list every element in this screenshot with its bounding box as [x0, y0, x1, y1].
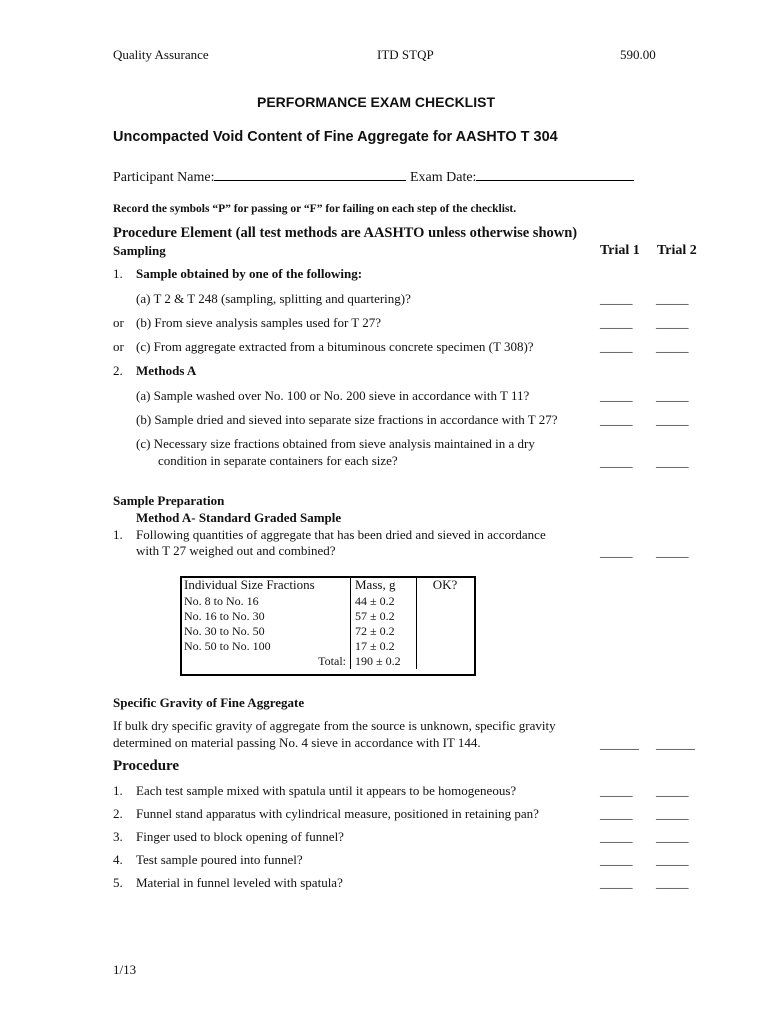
trial2-blank[interactable]: _____	[656, 388, 689, 403]
fraction-cell: No. 30 to No. 50	[180, 624, 351, 639]
trial2-blank[interactable]: _____	[656, 291, 689, 306]
sampling-item1-number: 1.	[113, 266, 123, 281]
sampling-item2-number: 2.	[113, 363, 123, 378]
table-total-row	[180, 654, 473, 669]
header-right: 590.00	[620, 47, 656, 62]
trial2-blank[interactable]: _____	[656, 315, 689, 330]
fraction-cell: No. 16 to No. 30	[180, 609, 351, 624]
specific-gravity-line2: determined on material passing No. 4 sieve in accordance with IT 144.	[113, 735, 481, 750]
table-header-mass: Mass, g	[351, 576, 417, 594]
trial-2-header: Trial 2	[657, 243, 697, 258]
sampling-option-a: (a) T 2 & T 248 (sampling, splitting and quartering)?	[136, 291, 411, 306]
trial1-blank[interactable]: _____	[600, 875, 633, 890]
trial2-blank[interactable]: _____	[656, 806, 689, 821]
instructions: Record the symbols “P” for passing or “F” for failing on each step of the checklist.	[113, 203, 517, 215]
table-row	[180, 594, 473, 609]
trial2-blank[interactable]: _____	[656, 544, 689, 559]
sampling-heading: Sampling	[113, 243, 166, 258]
procedure-item-number: 1.	[113, 783, 123, 798]
trial-1-header: Trial 1	[600, 243, 640, 258]
trial1-blank[interactable]: _____	[600, 852, 633, 867]
trial1-blank[interactable]: _____	[600, 388, 633, 403]
fraction-cell: No. 50 to No. 100	[180, 639, 351, 654]
ok-cell[interactable]	[417, 624, 474, 639]
sample-prep-line1: Following quantities of aggregate that has been dried and sieved in accordance	[136, 527, 546, 542]
mass-cell: 17 ± 0.2	[351, 639, 417, 654]
trial2-blank[interactable]: _____	[656, 829, 689, 844]
trial2-blank[interactable]: _____	[656, 412, 689, 427]
fraction-cell: No. 8 to No. 16	[180, 594, 351, 609]
sampling-item1-text: Sample obtained by one of the following:	[136, 266, 363, 281]
procedure-item-number: 4.	[113, 852, 123, 867]
procedure-element-heading: Procedure Element (all test methods are AASHTO unless otherwise shown)	[113, 225, 578, 241]
trial1-blank[interactable]: _____	[600, 544, 633, 559]
ok-cell[interactable]	[417, 654, 474, 669]
method-option-a: (a) Sample washed over No. 100 or No. 200 sieve in accordance with T 11?	[136, 388, 530, 403]
procedure-heading: Procedure	[113, 758, 180, 774]
size-fractions-table	[180, 576, 473, 669]
participant-name-field[interactable]	[214, 166, 406, 181]
procedure-item-text: Funnel stand apparatus with cylindrical measure, positioned in retaining pan?	[136, 806, 539, 821]
sampling-option-c: (c) From aggregate extracted from a bituminous concrete specimen (T 308)?	[136, 339, 534, 354]
participant-name-label: Participant Name:	[113, 170, 215, 185]
mass-cell: 72 ± 0.2	[351, 624, 417, 639]
exam-date-field[interactable]	[476, 166, 634, 181]
trial1-blank[interactable]: _____	[600, 291, 633, 306]
sampling-option-b: (b) From sieve analysis samples used for T 27?	[136, 315, 382, 330]
specific-gravity-heading: Specific Gravity of Fine Aggregate	[113, 695, 305, 710]
method-option-c-line1: (c) Necessary size fractions obtained from sieve analysis maintained in a dry	[136, 436, 535, 451]
table-header-fractions: Individual Size Fractions	[180, 576, 351, 594]
trial1-blank[interactable]: _____	[600, 454, 633, 469]
trial2-blank[interactable]: _____	[656, 783, 689, 798]
table-row	[180, 609, 473, 624]
specific-gravity-line1: If bulk dry specific gravity of aggregate from the source is unknown, specific gravity	[113, 718, 556, 733]
total-label: Total:	[180, 654, 351, 669]
total-value: 190 ± 0.2	[351, 654, 417, 669]
sample-prep-item-number: 1.	[113, 527, 123, 542]
page-number: 1/13	[113, 962, 137, 977]
procedure-item-number: 3.	[113, 829, 123, 844]
mass-cell: 57 ± 0.2	[351, 609, 417, 624]
trial2-blank[interactable]: _____	[656, 875, 689, 890]
or-label: or	[113, 339, 124, 354]
ok-cell[interactable]	[417, 639, 474, 654]
trial2-blank[interactable]: _____	[656, 454, 689, 469]
table-row	[180, 639, 473, 654]
trial2-blank[interactable]: ______	[656, 736, 695, 751]
trial1-blank[interactable]: _____	[600, 315, 633, 330]
table-row	[180, 624, 473, 639]
ok-cell[interactable]	[417, 594, 474, 609]
sample-prep-heading: Sample Preparation	[113, 493, 225, 508]
procedure-item-text: Finger used to block opening of funnel?	[136, 829, 344, 844]
trial1-blank[interactable]: _____	[600, 412, 633, 427]
trial2-blank[interactable]: _____	[656, 852, 689, 867]
header-center: ITD STQP	[377, 47, 434, 62]
ok-cell[interactable]	[417, 609, 474, 624]
procedure-item-number: 2.	[113, 806, 123, 821]
procedure-item-text: Test sample poured into funnel?	[136, 852, 303, 867]
or-label: or	[113, 315, 124, 330]
procedure-item-number: 5.	[113, 875, 123, 890]
trial1-blank[interactable]: _____	[600, 829, 633, 844]
page-title: PERFORMANCE EXAM CHECKLIST	[257, 94, 496, 110]
exam-date-label: Exam Date:	[409, 170, 477, 185]
mass-cell: 44 ± 0.2	[351, 594, 417, 609]
trial1-blank[interactable]: _____	[600, 339, 633, 354]
trial1-blank[interactable]: ______	[600, 736, 639, 751]
procedure-item-text: Each test sample mixed with spatula until it appears to be homogeneous?	[136, 783, 517, 798]
sample-prep-line2: with T 27 weighed out and combined?	[136, 543, 336, 558]
method-option-b: (b) Sample dried and sieved into separate size fractions in accordance with T 27?	[136, 412, 558, 427]
sampling-item2-text: Methods A	[136, 363, 197, 378]
procedure-item-text: Material in funnel leveled with spatula?	[136, 875, 343, 890]
trial1-blank[interactable]: _____	[600, 806, 633, 821]
header-left: Quality Assurance	[113, 47, 209, 62]
trial2-blank[interactable]: _____	[656, 339, 689, 354]
table-header-row	[180, 576, 473, 594]
sample-prep-method: Method A- Standard Graded Sample	[136, 510, 342, 525]
method-option-c-line2: condition in separate containers for each size?	[158, 453, 398, 468]
trial1-blank[interactable]: _____	[600, 783, 633, 798]
table-header-ok: OK?	[432, 577, 458, 592]
page-subtitle: Uncompacted Void Content of Fine Aggregate for AASHTO T 304	[113, 129, 558, 145]
participant-row	[113, 166, 634, 186]
